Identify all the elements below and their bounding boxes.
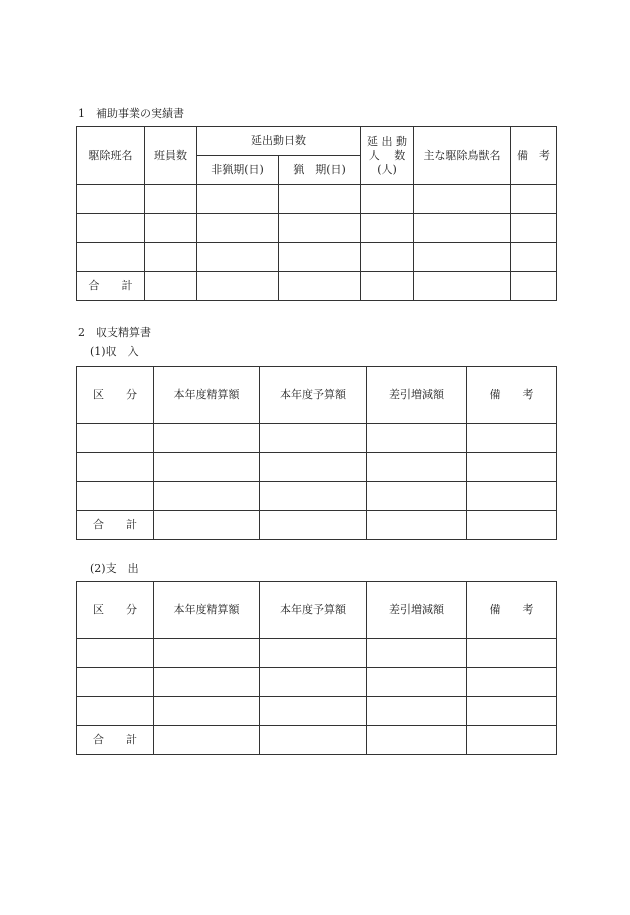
expense-total-label: 合 計 xyxy=(77,726,154,755)
header-team-name: 駆除班名 xyxy=(77,127,145,185)
table-row xyxy=(77,243,557,272)
header-non-hunting: 非猟期(日) xyxy=(197,156,279,185)
results-table xyxy=(76,126,557,301)
income-subheading: (1)収 入 xyxy=(90,345,139,358)
income-header-category: 区 分 xyxy=(77,367,154,424)
table-row xyxy=(77,214,557,243)
income-header-difference: 差引増減額 xyxy=(367,367,467,424)
expense-header-category: 区 分 xyxy=(77,582,154,639)
expense-header-settled: 本年度精算額 xyxy=(154,582,260,639)
expense-header-budget: 本年度予算額 xyxy=(260,582,367,639)
expense-header-row xyxy=(77,582,557,639)
total-row xyxy=(77,511,557,540)
expense-subheading: (2)支 出 xyxy=(90,562,139,575)
header-remarks: 備 考 xyxy=(511,127,557,185)
table-row xyxy=(77,639,557,668)
header-persons-line1: 延 出 動 xyxy=(367,134,407,148)
expense-header-difference: 差引増減額 xyxy=(367,582,467,639)
header-persons-line2: 人 数 xyxy=(368,148,406,162)
expense-table xyxy=(76,581,557,755)
income-total-label: 合 計 xyxy=(77,511,154,540)
section1-heading: 1 補助事業の実績書 xyxy=(78,107,184,120)
header-hunting: 猟 期(日) xyxy=(279,156,361,185)
income-header-remarks: 備 考 xyxy=(467,367,557,424)
income-header-settled: 本年度精算額 xyxy=(154,367,260,424)
header-persons-line3: (人) xyxy=(377,162,397,176)
income-header-row xyxy=(77,367,557,424)
table-row xyxy=(77,424,557,453)
section2-heading: 2 収支精算書 xyxy=(78,326,151,339)
total-row xyxy=(77,726,557,755)
expense-header-remarks: 備 考 xyxy=(467,582,557,639)
total-row xyxy=(77,272,557,301)
header-animals: 主な駆除鳥獣名 xyxy=(414,127,511,185)
table-row xyxy=(77,697,557,726)
table-row xyxy=(77,453,557,482)
header-member-count: 班員数 xyxy=(145,127,197,185)
total-label: 合 計 xyxy=(77,272,145,301)
income-table xyxy=(76,366,557,540)
header-work-days: 延出動日数 xyxy=(197,127,361,156)
table-row xyxy=(77,668,557,697)
table-row xyxy=(77,185,557,214)
income-header-budget: 本年度予算額 xyxy=(260,367,367,424)
table-row xyxy=(77,482,557,511)
header-persons xyxy=(361,127,414,185)
